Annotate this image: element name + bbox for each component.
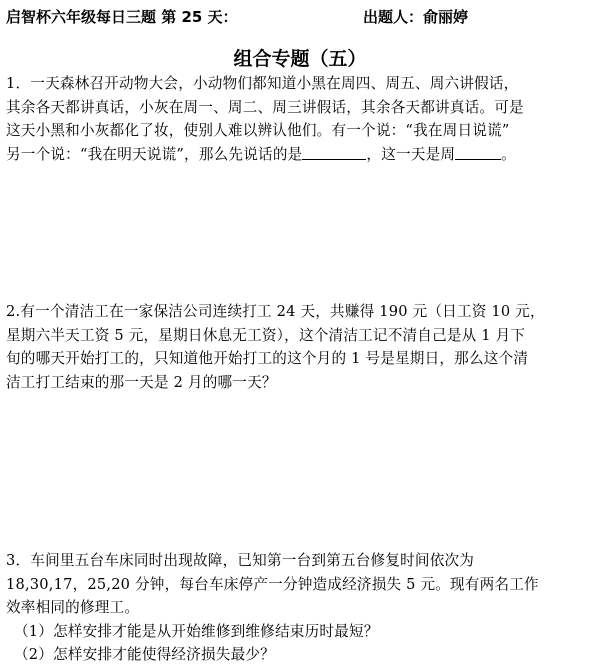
question-1	[6, 72, 590, 166]
header-author: 出题人：俞丽婷	[363, 8, 469, 26]
answer-blank-speaker[interactable]	[302, 145, 366, 160]
question-3-line: 18,30,17，25,20 分钟，每台车床停产一分钟造成经济损失 5 元。现有两名工作	[6, 575, 539, 593]
question-1-text: ，这一天是周	[366, 145, 456, 163]
question-2	[6, 300, 590, 394]
question-3-subquestion-2: （2）怎样安排才能使得经济损失最少？	[14, 646, 275, 663]
header-series-day: 启智杯六年级每日三题 第 25 天：	[6, 8, 238, 26]
question-3-line: 效率相同的修理工。	[6, 599, 140, 616]
question-1-line: 这天小黑和小灰都化了妆，使别人难以辨认他们。有一个说：“我在周日说谎”	[6, 122, 510, 139]
question-1-line	[6, 143, 590, 167]
question-3-subquestion-1: （1）怎样安排才能是从开始维修到维修结束历时最短？	[14, 623, 379, 640]
question-3	[6, 549, 590, 620]
page-title: 组合专题（五）	[233, 48, 367, 70]
question-2-line: 洁工打工结束的那一天是 2 月的哪一天？	[6, 373, 277, 391]
question-1-text: 另一个说：“我在明天说谎”，那么先说话的是	[6, 145, 303, 163]
page-header	[6, 6, 592, 28]
question-2-line: 旬的哪天开始打工的，只知道他开始打工的这个月的 1 号是星期日，那么这个清	[6, 350, 529, 367]
question-2-line: 星期六半天工资 5 元，星期日休息无工资），这个清洁工记不清自己是从 1 月下	[6, 326, 526, 344]
question-2-line: 2.有一个清洁工在一家保洁公司连续打工 24 天，共赚得 190 元（日工资 10 元，	[6, 303, 545, 320]
question-1-line: 1．一天森林召开动物大会，小动物们都知道小黑在周四、周五、周六讲假话，	[6, 75, 519, 92]
question-3-line: 3．车间里五台车床同时出现故障，已知第一台到第五台修复时间依次为	[6, 552, 475, 569]
question-1-line: 其余各天都讲真话，小灰在周一、周二、周三讲假话，其余各天都讲真话。可是	[6, 98, 524, 116]
question-1-text: 。	[501, 145, 516, 163]
answer-blank-weekday[interactable]	[455, 145, 501, 160]
